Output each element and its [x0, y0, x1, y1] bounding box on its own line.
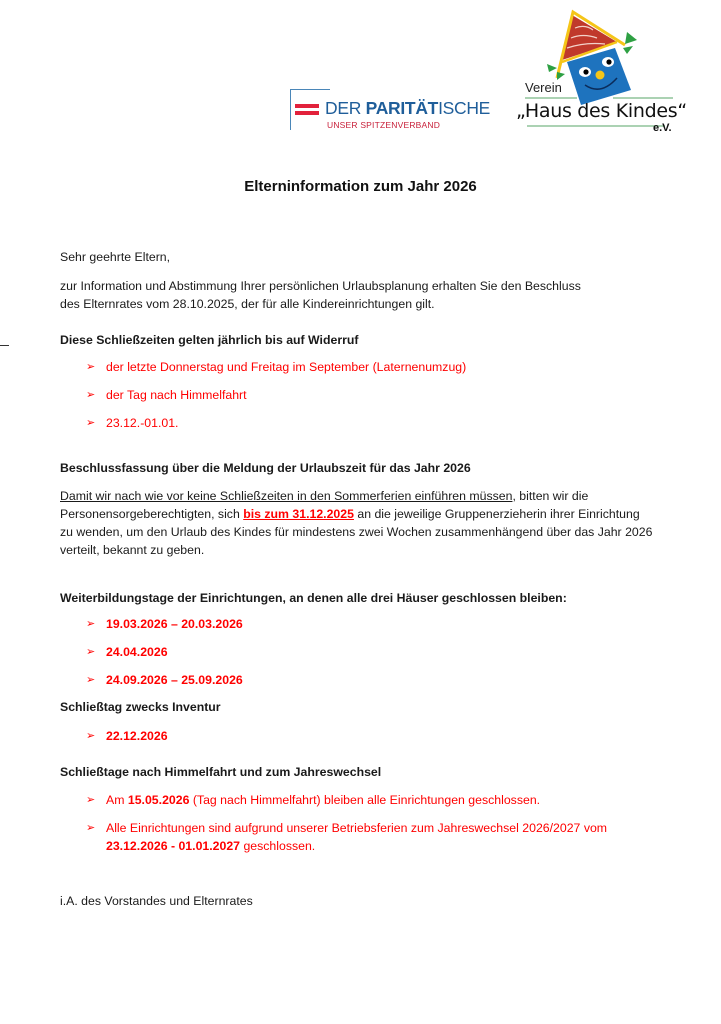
paritaetische-tagline: UNSER SPITZENVERBAND	[327, 120, 441, 130]
haus-des-kindes-logo	[505, 0, 721, 145]
arrow-bullet-icon: ➢	[86, 822, 96, 834]
vacation-line-2: Personensorgeberechtigten, sich bis zum 31.12.2025 an die jeweilige Gruppenerzieherin ihrer Einrichtung	[60, 507, 640, 521]
vacation-line-3: zu wenden, um den Urlaub des Kindes für mindestens zwei Wochen zusammenhängend über das Jahr 2026	[60, 525, 653, 539]
arrow-bullet-icon: ➢	[86, 674, 96, 686]
paritaetische-wordmark: DER PARITÄTISCHE	[325, 98, 491, 118]
signature: i.A. des Vorstandes und Elternrates	[60, 894, 253, 908]
arrow-bullet-icon: ➢	[86, 389, 96, 401]
list-item-continuation: 23.12.2026 - 01.01.2027 geschlossen.	[106, 839, 316, 853]
house-mascot-icon	[505, 0, 721, 145]
logo-bar-bottom	[295, 111, 319, 115]
closures-heading: Diese Schließzeiten gelten jährlich bis auf Widerruf	[60, 333, 359, 347]
intro-line-1: zur Information und Abstimmung Ihrer persönlichen Urlaubsplanung erhalten Sie den Beschluss	[60, 279, 581, 293]
arrow-bullet-icon: ➢	[86, 794, 96, 806]
arrow-bullet-icon: ➢	[86, 618, 96, 630]
logo-prefix: Verein	[525, 80, 562, 95]
vacation-heading: Beschlussfassung über die Meldung der Urlaubszeit für das Jahr 2026	[60, 461, 471, 475]
salutation: Sehr geehrte Eltern,	[60, 250, 171, 264]
logo-frame	[290, 89, 330, 130]
training-heading: Weiterbildungstage der Einrichtungen, an denen alle drei Häuser geschlossen bleiben:	[60, 591, 567, 605]
deadline-highlight: bis zum 31.12.2025	[243, 507, 354, 521]
vacation-line-4: verteilt, bekannt zu geben.	[60, 543, 205, 557]
arrow-bullet-icon: ➢	[86, 361, 96, 373]
holidays-heading: Schließtage nach Himmelfahrt und zum Jahreswechsel	[60, 765, 382, 779]
arrow-bullet-icon: ➢	[86, 417, 96, 429]
arrow-bullet-icon: ➢	[86, 646, 96, 658]
logo-suffix: e.V.	[653, 122, 672, 134]
page-title: Elterninformation zum Jahr 2026	[244, 178, 477, 195]
inventory-heading: Schließtag zwecks Inventur	[60, 700, 221, 714]
logo-name: „Haus des Kindes“	[516, 100, 687, 122]
intro-line-2: des Elternrates vom 28.10.2025, der für alle Kindereinrichtungen gilt.	[60, 297, 435, 311]
margin-mark	[0, 345, 9, 346]
arrow-bullet-icon: ➢	[86, 730, 96, 742]
logo-bar-top	[295, 104, 319, 108]
vacation-line-1: Damit wir nach wie vor keine Schließzeiten in den Sommerferien einführen müssen, bitten wir die	[60, 489, 589, 503]
